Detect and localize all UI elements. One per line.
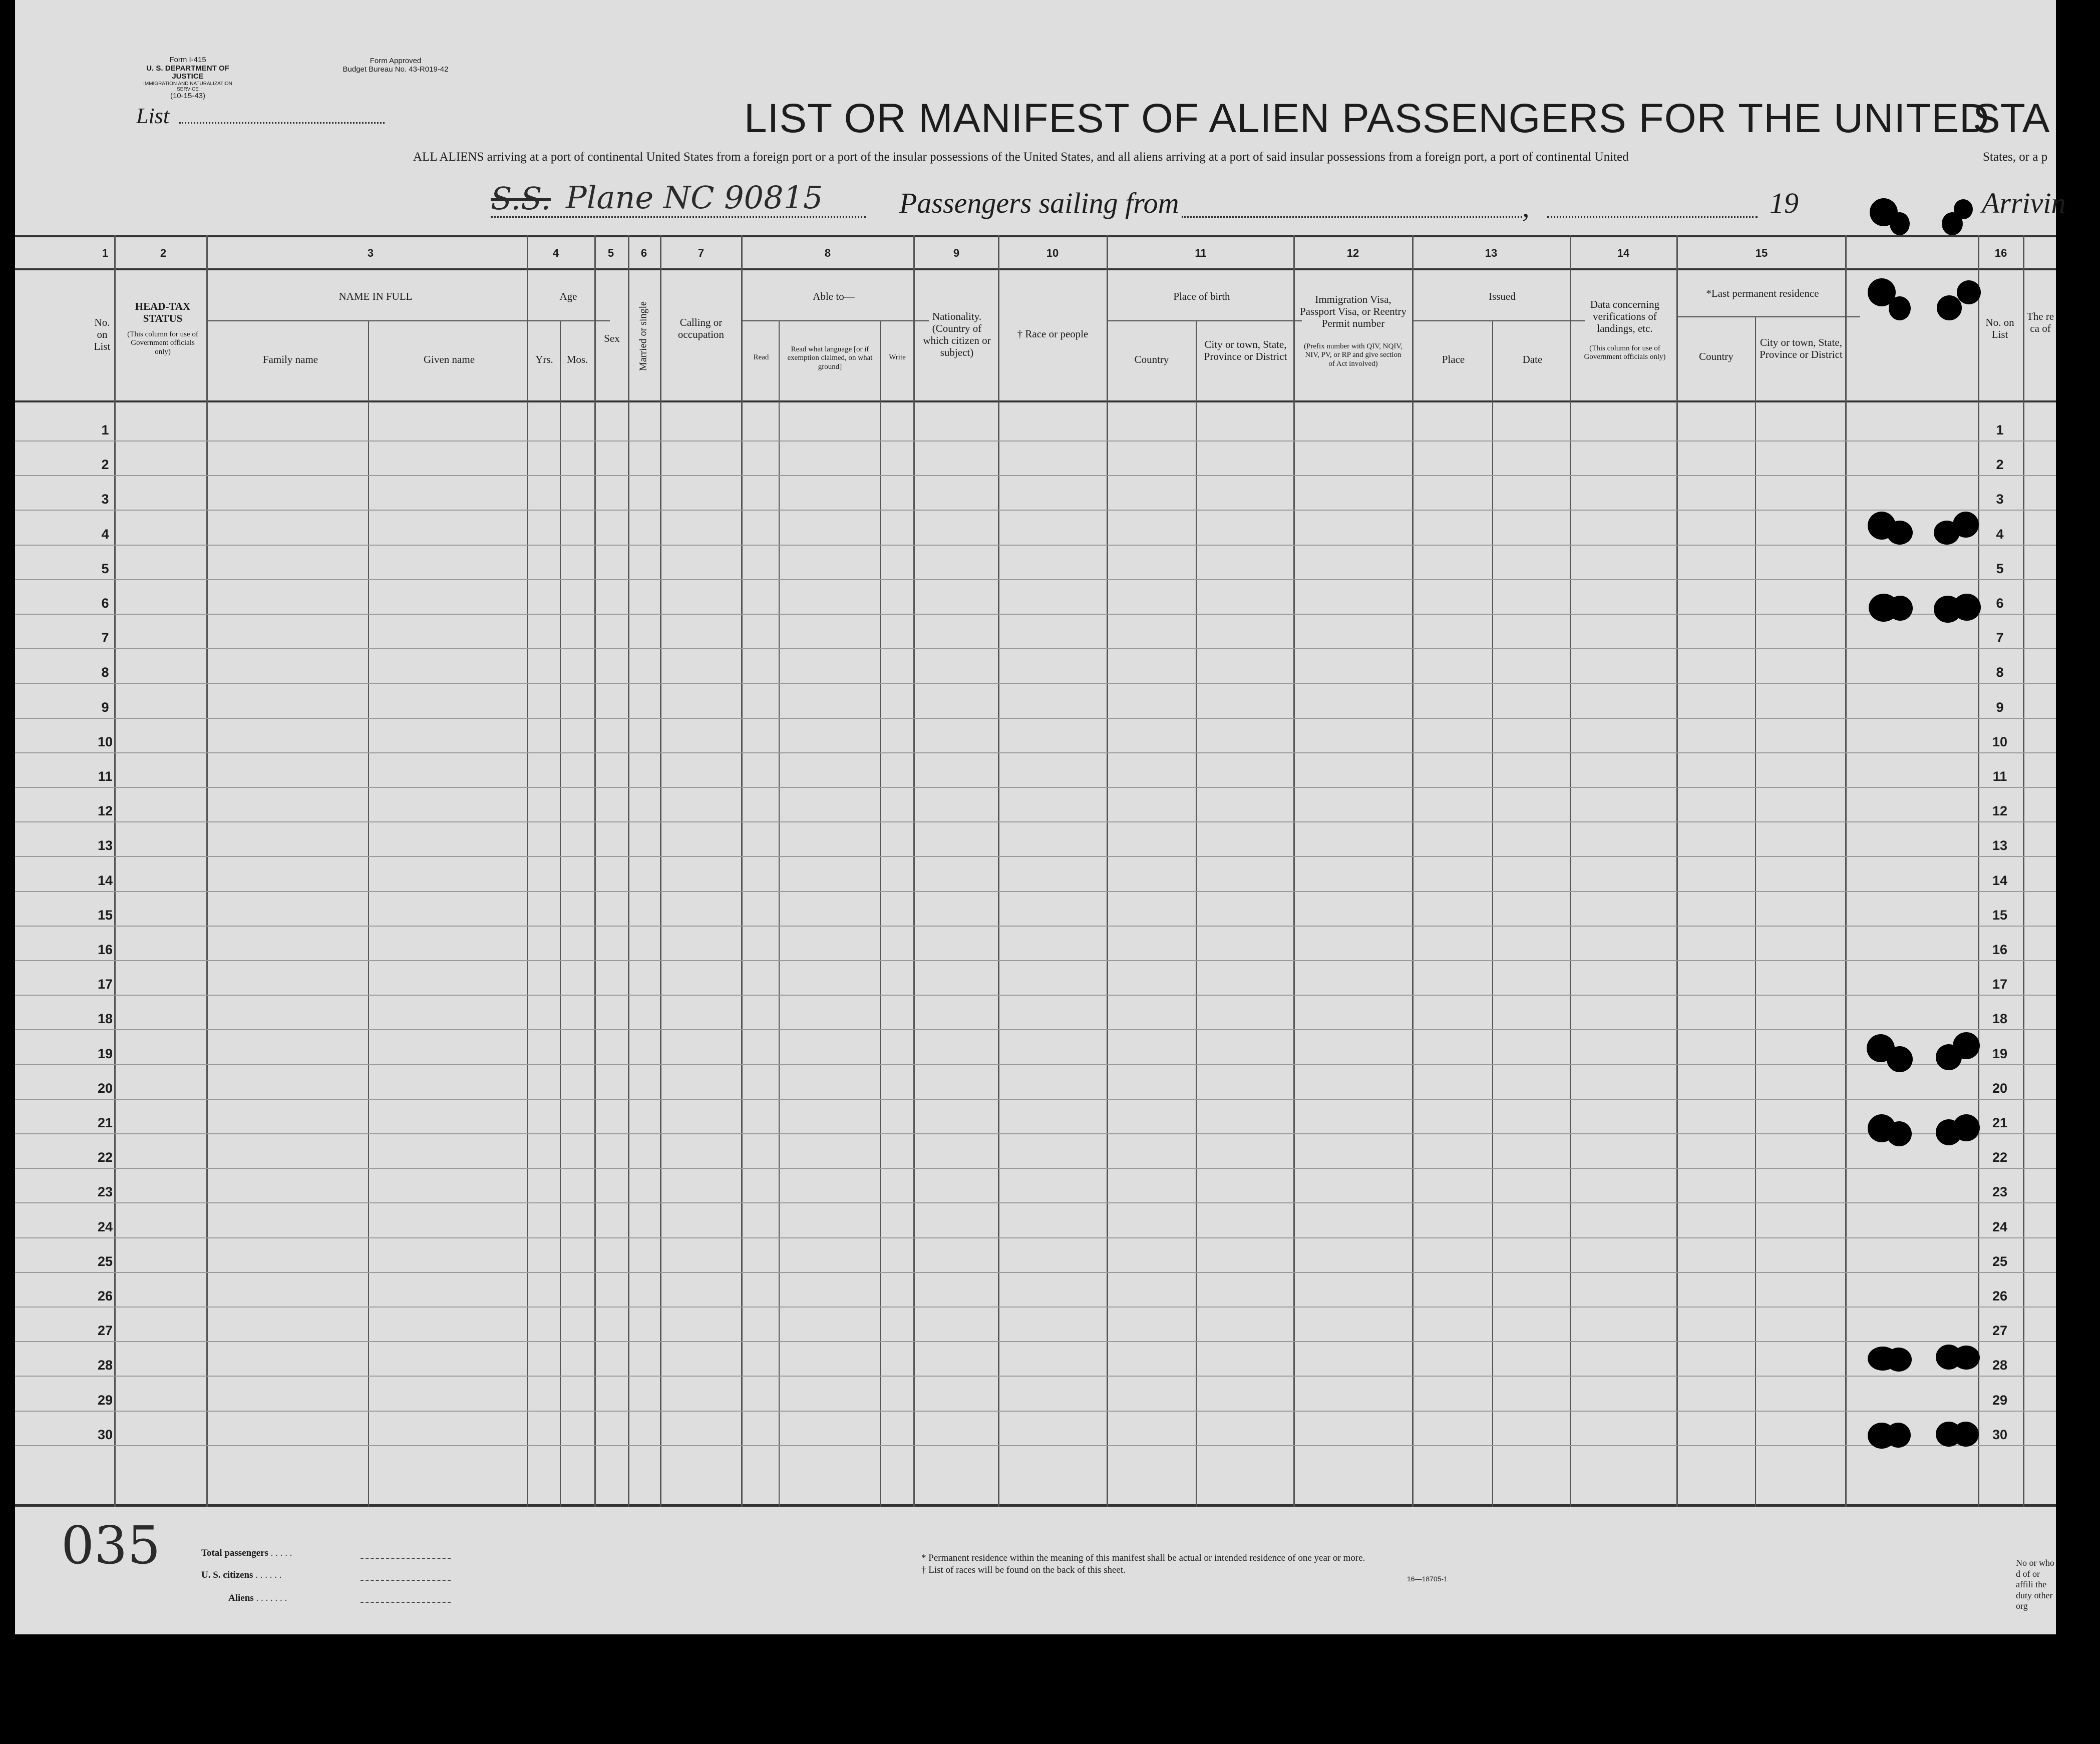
table-row [15,891,2056,892]
table-row [15,545,2056,546]
row-number-right: 29 [1992,1392,2008,1408]
print-code: 16—18705-1 [1407,1575,1448,1583]
row-number-left: 8 [101,665,109,680]
manifest-subtitle: ALL ALIENS arriving at a port of continental United States from a foreign port or a port of the insular possessions of the United States, and all aliens arriving at a port of said insular possessions from a foreign port, a port of continental United [413,150,1629,164]
table-row [15,1168,2056,1169]
table-row [15,1237,2056,1238]
header-read: Read [753,353,769,361]
col-num-13: 13 [1485,247,1498,259]
table-row [15,475,2056,476]
row-number-right: 25 [1992,1253,2008,1269]
row-number-right: 9 [1996,699,2004,715]
header-visa: Immigration Visa, Passport Visa, or Reentry Permit number [1300,293,1407,330]
row-number-left: 21 [97,1115,113,1130]
table-row [15,441,2056,442]
row-number-left: 16 [97,942,113,957]
row-number-left: 4 [101,526,109,542]
row-number-left: 6 [101,596,109,611]
vessel-name-handwritten: Plane NC 90815 [566,179,823,216]
row-number-right: 2 [1996,457,2004,473]
footer-note-races: † List of races will be found on the back of this sheet. [921,1565,1126,1575]
row-number-right: 10 [1992,734,2008,749]
row-number-right: 3 [1996,492,2004,507]
header-right-partial: The re ca of [2026,310,2054,335]
table-row [15,1445,2056,1446]
row-number-right: 20 [1992,1080,2008,1096]
header-residence-country: Country [1699,350,1733,362]
col-num-8: 8 [824,247,831,259]
col-num-14: 14 [1617,247,1630,259]
row-number-right: 24 [1992,1219,2008,1234]
manifest-title: LIST OR MANIFEST OF ALIEN PASSENGERS FOR THE UNITED [744,96,1990,141]
table-row [15,821,2056,822]
row-number-left: 9 [101,699,109,715]
rule-header-bottom [15,400,2056,402]
handwritten-page-number: 035 [61,1515,161,1576]
footer-aliens: Aliens [228,1593,254,1603]
table-row [15,1306,2056,1307]
row-number-right: 1 [1996,422,2004,438]
table-row [15,1099,2056,1100]
row-number-left: 11 [98,769,113,784]
table-row [15,1376,2056,1377]
row-number-right: 8 [1996,665,2004,680]
row-number-left: 20 [97,1080,113,1096]
row-number-left: 18 [97,1011,113,1027]
col-num-7: 7 [697,247,705,259]
row-number-right: 7 [1996,630,2004,646]
row-number-left: 3 [101,492,109,507]
row-number-right: 12 [1992,803,2008,819]
header-sex: Sex [604,332,620,344]
form-number: Form I-415 [169,56,206,64]
footer-total-passengers: Total passengers [201,1548,268,1558]
col-num-9: 9 [953,247,960,259]
list-blank [179,122,385,124]
header-no-on-list-right: No. on List [1985,316,2014,341]
row-number-left: 12 [97,803,113,819]
row-number-left: 19 [97,1046,113,1061]
footer-note-permanent-residence: * Permanent residence within the meaning of this manifest shall be actual or intended residence of one year or more. [921,1553,1365,1563]
col-num-10: 10 [1046,247,1059,259]
budget-bureau: Budget Bureau No. 43-R019-42 [342,65,449,74]
table-row [15,648,2056,649]
header-married: Married or single [637,301,649,371]
row-number-right: 6 [1996,596,2004,611]
manifest-subtitle-continued: States, or a p [1983,150,2048,164]
col-num-2: 2 [160,247,167,259]
row-number-right: 21 [1992,1115,2008,1130]
row-number-left: 28 [97,1358,113,1373]
row-number-left: 30 [97,1427,113,1442]
row-number-left: 27 [97,1323,113,1339]
col-num-5: 5 [607,247,614,259]
row-number-left: 29 [97,1392,113,1408]
header-head-tax-note: (This column for use of Government officials only) [127,330,198,356]
header-write: Write [889,353,906,361]
header-read-language: Read what language [or if exemption claimed, on what ground] [787,345,873,371]
table-row [15,960,2056,961]
row-number-left: 2 [101,457,109,473]
header-birth-city: City or town, State, Province or District [1204,338,1287,363]
table-row [15,926,2056,927]
rule-top [15,235,2056,237]
header-last-residence: *Last permanent residence [1706,287,1819,299]
col-num-3: 3 [367,247,374,259]
header-able-to: Able to— [813,290,855,302]
row-number-left: 24 [97,1219,113,1234]
header-race: † Race or people [1017,328,1089,340]
header-yrs: Yrs. [535,353,553,365]
header-issued: Issued [1489,290,1516,302]
list-label: List [136,104,170,128]
form-header-left [135,56,240,100]
row-number-right: 16 [1992,942,2008,957]
header-calling: Calling or occupation [677,316,725,341]
vessel-prefix: S.S. [491,180,551,217]
row-number-right: 11 [1992,769,2007,784]
table-row [15,1272,2056,1273]
year-label: 19 [1770,187,1799,219]
table-row [15,510,2056,511]
header-age: Age [559,290,577,302]
row-number-right: 18 [1992,1011,2008,1027]
table-row [15,1029,2056,1030]
table-row [15,1133,2056,1134]
header-issued-date: Date [1522,353,1543,365]
service: IMMIGRATION AND NATURALIZATION SERVICE [143,81,232,92]
table-row [15,1064,2056,1065]
col-num-1: 1 [102,247,109,259]
header-data-concerning: Data concerning verifications of landings, etc. [1590,298,1660,335]
header-place-of-birth: Place of birth [1173,290,1230,302]
arriving-label: Arrivin [1982,187,2066,219]
header-family-name: Family name [262,353,318,365]
sailing-from-label: Passengers sailing from [899,187,1179,219]
row-number-right: 13 [1992,838,2008,853]
row-number-right: 19 [1992,1046,2008,1061]
row-number-right: 17 [1992,977,2008,992]
row-number-left: 15 [97,907,113,923]
table-row [15,614,2056,615]
row-number-left: 17 [97,977,113,992]
rule-colnum [15,268,2056,270]
footer-us-citizens: U. S. citizens [201,1570,253,1580]
row-number-right: 22 [1992,1150,2008,1165]
col-num-4: 4 [552,247,559,259]
row-number-right: 26 [1992,1288,2008,1303]
header-visa-note: (Prefix number with QIV, NQIV, NIV, PV, or RP and give section of Act involved) [1304,342,1403,368]
row-number-left: 1 [101,422,109,438]
table-row [15,718,2056,719]
form-approved: Form Approved [370,57,422,65]
col-num-6: 6 [640,247,647,259]
row-number-left: 5 [101,561,109,576]
header-issued-place: Place [1442,353,1465,365]
header-data-note: (This column for use of Government officials only) [1584,344,1666,361]
vessel-blank [491,216,866,218]
row-number-left: 26 [97,1288,113,1303]
table-row [15,787,2056,788]
row-number-right: 27 [1992,1323,2008,1339]
header-residence-city: City or town, State, Province or District [1760,336,1843,361]
row-number-right: 30 [1992,1427,2008,1442]
footer-right-partial: No or who d of or affili the duty other org [2016,1558,2054,1611]
row-number-right: 15 [1992,907,2008,923]
department: U. S. DEPARTMENT OF JUSTICE [146,64,229,81]
row-number-left: 25 [97,1253,113,1269]
header-no-on-list: No. on List [94,316,111,353]
header-given-name: Given name [423,353,475,365]
manifest-sheet: Form I-415 U. S. DEPARTMENT OF JUSTICE IMMIGRATION AND NATURALIZATION SERVICE (10-15-43) Form Approved Budget Bureau No. 43-R019-42 List LIST OR MANIFEST OF ALIEN PASSENGERS FOR THE UNITED STA ALL ALIENS arriving at a port of continental United States from a foreign port or a port of the insular possessions of the United States, and all aliens arriving at a port of said insular possessions from a foreign port, a port of continental United States, or a p S.S. Plane NC 90815 Passengers sailing from , 19 Arrivin 1 2 3 4 5 6 7 8 9 10 11 12 13 14 15 16 No. on List HEAD-TAX STATUS (This column for use of Government officials only) NAME IN FULL Family name Given name Age Yrs. Mos. Sex Married or single Calling or occupation Able to— Read Read what language [or if exemption claimed, on what ground] Write Nationality. (Country of which citizen or subject) † Race or people Place of birth Country City or town, State, Province or District Immigration Visa, Passport Visa, or Reentry Permit number (Prefix number with QIV, NQIV, NIV, PV, or RP and give section of Act involved) Issued Place Date Data concerning verifications of landings, etc. (This column for use of Government officials only) *Last permanent residence Country City or town, State, Province or District No. on List The re ca of 1 1 2 2 3 3 4 4 5 5 6 6 7 7 8 8 9 9 10 10 11 11 12 12 13 13 14 14 15 15 16 16 17 17 18 18 19 19 20 20 21 21 22 22 23 23 24 24 25 25 26 26 27 27 28 28 29 29 30 30 035 Total passengers . . . . . U. S. citizens . . . . . . Aliens . . . . . . . * Permanent residence within the meaning of this manifest shall be actual or intended residence of one year or more. † List of races will be found on the back of this sheet. 16—18705-1 No or who d of or affili the duty other org [15,0,2056,1634]
header-birth-country: Country [1134,353,1169,365]
row-number-right: 4 [1996,526,2004,542]
header-head-tax: HEAD-TAX STATUS [135,300,191,325]
row-number-left: 22 [97,1150,113,1165]
header-name-in-full: NAME IN FULL [338,290,413,302]
form-header-right [320,57,471,74]
col-num-11: 11 [1195,247,1207,259]
row-number-right: 23 [1992,1184,2008,1200]
sailing-from-blank [1182,216,1522,218]
rule-table-bottom [15,1504,2056,1507]
date-blank [1547,216,1758,218]
table-row [15,1202,2056,1203]
table-row [15,1411,2056,1412]
table-row [15,579,2056,580]
table-row [15,752,2056,753]
manifest-title-continued: STA [1973,96,2050,141]
row-number-left: 13 [97,838,113,853]
row-number-left: 14 [97,873,113,888]
row-number-right: 14 [1992,873,2008,888]
header-nationality: Nationality. (Country of which citizen or subject) [923,310,991,359]
form-date: (10-15-43) [170,91,206,100]
col-num-15: 15 [1755,247,1768,259]
row-number-left: 10 [97,734,113,749]
col-num-16: 16 [1994,247,2007,259]
row-number-left: 7 [101,630,109,646]
table-row [15,683,2056,684]
table-row [15,856,2056,857]
table-row [15,1341,2056,1342]
row-number-right: 5 [1996,561,2004,576]
col-num-12: 12 [1346,247,1359,259]
table-row [15,995,2056,996]
header-mos: Mos. [566,353,588,365]
row-number-left: 23 [97,1184,113,1200]
row-number-right: 28 [1992,1358,2008,1373]
